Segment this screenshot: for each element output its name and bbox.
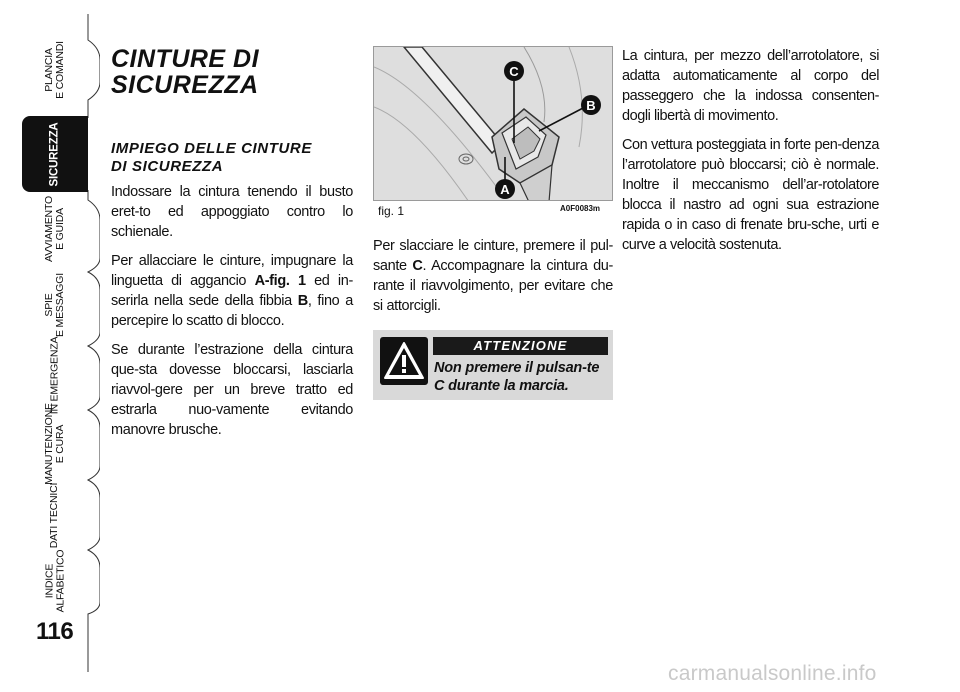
- paragraph-slope-lock: Con vettura posteggiata in forte pen-denza l’arrotolatore può bloccarsi; ciò è normale. Inoltre il meccanismo dell’ar-rotolatore blocca il nastro ad ogni sua estrazione rapida o in caso di frenate bru-sche, urti e curve a velocità sostenuta.: [622, 137, 879, 253]
- tab-sicurezza[interactable]: SICUREZZA: [22, 116, 88, 192]
- button-reference: C: [412, 258, 423, 274]
- column-left: [111, 46, 353, 449]
- section-title: [111, 46, 353, 98]
- text-segment: , fino a percepire lo scatto di blocco.: [111, 293, 353, 329]
- warning-box: [373, 330, 613, 400]
- figure-caption: fig. 1: [378, 204, 405, 218]
- text-segment: . Accompagnare la cintura du-rante il riavvolgimento, per evitare che si attorcigli.: [373, 258, 613, 314]
- text-segment: ed in-serirla nella sede della fibbia: [111, 273, 353, 309]
- warning-text: Non premere il pulsan-te C durante la marcia.: [434, 360, 600, 394]
- column-right: [622, 46, 879, 264]
- paragraph-unfasten: [373, 236, 613, 316]
- tab-manutenzione-e-cura[interactable]: MANUTENZIONE E CURA: [43, 403, 67, 485]
- callout-c: C: [509, 64, 519, 79]
- text-segment: Per slacciare le cinture, premere il pul-sante: [373, 238, 613, 274]
- tab-dati-tecnici[interactable]: DATI TECNICI: [48, 482, 61, 548]
- callout-a: A: [500, 182, 510, 197]
- figure-code: A0F0083m: [560, 204, 601, 213]
- text-segment: Per allacciare le cinture, impugnare la linguetta di aggancio: [111, 253, 353, 289]
- paragraph-blocked: Se durante l’estrazione della cintura que-sta dovesse bloccarsi, lasciarla riavvol-gere per un breve tratto ed estrarla nuo-vamente evitando manovre brusche.: [111, 342, 353, 438]
- page-number: 116: [36, 618, 74, 645]
- section-title-line1: CINTURE DI: [111, 45, 260, 73]
- tab-plancia-e-comandi[interactable]: PLANCIA E COMANDI: [43, 41, 66, 99]
- tab-indice-alfabetico[interactable]: INDICE ALFABETICO: [43, 549, 66, 613]
- tab-spie-e-messaggi[interactable]: SPIE E MESSAGGI: [43, 273, 66, 337]
- buckle-illustration: [374, 47, 613, 201]
- subsection-title-line2: DI SICUREZZA: [111, 158, 224, 175]
- callout-b: B: [586, 98, 596, 113]
- watermark: carmanualsonline.info: [668, 662, 877, 685]
- figure-seatbelt-buckle: [373, 46, 613, 201]
- paragraph-retractor: La cintura, per mezzo dell’arrotolatore, si adatta automaticamente al corpo del passeggero che la indossa consenten-dogli libertà di movimento.: [622, 48, 879, 124]
- paragraph-posture: Indossare la cintura tenendo il busto eret-to ed appoggiato contro lo schienale.: [111, 184, 353, 240]
- tab-in-emergenza[interactable]: IN EMERGENZA: [48, 336, 61, 414]
- warning-title: ATTENZIONE: [433, 337, 608, 355]
- figure-reference: A-fig. 1: [254, 273, 306, 289]
- buckle-reference: B: [297, 293, 308, 309]
- warning-icon: [380, 337, 428, 385]
- subsection-title: [111, 140, 353, 176]
- tab-avviamento-e-guida[interactable]: AVVIAMENTO E GUIDA: [42, 196, 66, 262]
- chapter-tab-bar: [0, 0, 100, 692]
- paragraph-fasten: [111, 251, 353, 331]
- column-middle: [373, 236, 613, 325]
- section-title-line2: SICUREZZA: [111, 71, 259, 99]
- subsection-title-line1: IMPIEGO DELLE CINTURE: [111, 140, 312, 157]
